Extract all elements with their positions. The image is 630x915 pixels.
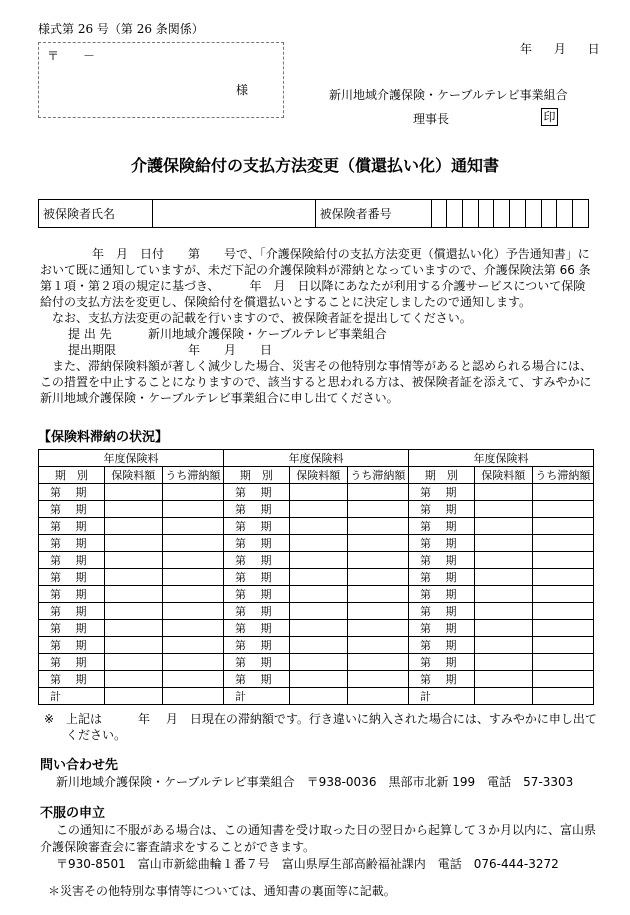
body-paragraph3-line1: また、滞納保険料額が著しく減少した場合、災害その他特別な事情等があると認められる場合には、: [52, 359, 593, 373]
date-line: 年 月 日: [520, 42, 602, 56]
term-cell: 第 期: [224, 671, 290, 688]
amount-cell[interactable]: [104, 501, 162, 518]
unpaid-cell[interactable]: [532, 620, 593, 637]
table-row: [409, 501, 594, 518]
term-cell: 第 期: [409, 620, 475, 637]
table-row: [39, 518, 224, 535]
amount-cell[interactable]: [289, 603, 347, 620]
amount-cell[interactable]: [104, 620, 162, 637]
insured-number-digit[interactable]: [431, 200, 447, 228]
table-row: [409, 518, 594, 535]
term-cell: 第 期: [409, 552, 475, 569]
table-row: [409, 637, 594, 654]
unpaid-cell[interactable]: [162, 671, 223, 688]
body-paragraph1-line3: 第１項・第２項の規定に基づき、 年 月 日以降にあなたが利用する介護サービスについて保険: [40, 279, 586, 293]
body-paragraph1-line4: 給付の支払方法を変更し、保険給付を償還払いとすることに決定しましたので通知します。: [40, 295, 532, 309]
table-row: [409, 620, 594, 637]
amount-cell[interactable]: [474, 586, 532, 603]
insured-number-label: 被保険者番号: [315, 200, 431, 228]
table-row: [224, 671, 409, 688]
term-cell: 第 期: [409, 637, 475, 654]
honorific: 様: [236, 83, 249, 97]
table-row: [39, 484, 224, 501]
table-row: [39, 535, 224, 552]
table-row: [409, 586, 594, 603]
table-row: [39, 569, 224, 586]
term-cell: 第 期: [409, 654, 475, 671]
term-cell: 第 期: [39, 637, 105, 654]
table-row: [409, 552, 594, 569]
amount-cell[interactable]: [289, 501, 347, 518]
amount-cell[interactable]: [289, 654, 347, 671]
unpaid-cell[interactable]: [162, 518, 223, 535]
deadline-value: 年 月 日: [188, 343, 273, 357]
table-row: [39, 603, 224, 620]
unpaid-cell[interactable]: [162, 501, 223, 518]
unpaid-cell[interactable]: [347, 552, 408, 569]
unpaid-cell[interactable]: [532, 535, 593, 552]
total-row: [39, 688, 224, 705]
body-paragraph3-line3: 新川地域介護保険・ケーブルテレビ事業組合に申し出てください。: [40, 391, 399, 405]
amount-cell[interactable]: [474, 603, 532, 620]
amount-cell[interactable]: [104, 518, 162, 535]
unpaid-cell[interactable]: [347, 484, 408, 501]
amount-cell[interactable]: [289, 637, 347, 654]
term-cell: 第 期: [39, 586, 105, 603]
table-row: [39, 586, 224, 603]
term-cell: 第 期: [224, 603, 290, 620]
term-cell: 第 期: [39, 501, 105, 518]
amount-cell[interactable]: [104, 603, 162, 620]
amount-cell[interactable]: [104, 569, 162, 586]
term-cell: 第 期: [39, 671, 105, 688]
insured-number-digit[interactable]: [510, 200, 526, 228]
table-row: [39, 671, 224, 688]
appeal-line3: 〒930-8501 富山市新総曲輪１番７号 富山県厚生部高齢福祉課内 電話 076-444-3272: [56, 857, 559, 871]
amount-cell[interactable]: [474, 535, 532, 552]
insured-number-digit[interactable]: [447, 200, 463, 228]
amount-cell[interactable]: [474, 552, 532, 569]
unpaid-cell[interactable]: [347, 637, 408, 654]
term-cell: 第 期: [224, 501, 290, 518]
term-cell: 第 期: [224, 484, 290, 501]
amount-cell[interactable]: [289, 552, 347, 569]
amount-cell[interactable]: [104, 552, 162, 569]
unpaid-cell[interactable]: [347, 603, 408, 620]
table-row: [224, 501, 409, 518]
total-unpaid-cell[interactable]: [347, 688, 408, 705]
amount-header: 保険料額: [104, 467, 162, 484]
sender-title: 理事長: [413, 112, 450, 126]
unpaid-cell[interactable]: [347, 620, 408, 637]
term-cell: 第 期: [39, 603, 105, 620]
table-row: [409, 654, 594, 671]
table-row: [224, 535, 409, 552]
table-row: [409, 569, 594, 586]
table-row: [224, 654, 409, 671]
unpaid-header: うち滞納額: [162, 467, 223, 484]
amount-cell[interactable]: [474, 637, 532, 654]
insured-number-digit[interactable]: [478, 200, 494, 228]
document-title: 介護保険給付の支払方法変更（償還払い化）通知書: [130, 156, 499, 175]
term-cell: 第 期: [39, 535, 105, 552]
unpaid-cell[interactable]: [162, 586, 223, 603]
unpaid-cell[interactable]: [162, 620, 223, 637]
term-cell: 第 期: [39, 484, 105, 501]
insured-number-digit[interactable]: [494, 200, 510, 228]
table-row: [224, 569, 409, 586]
term-cell: 第 期: [39, 620, 105, 637]
total-unpaid-cell[interactable]: [162, 688, 223, 705]
insured-name-field[interactable]: [152, 200, 315, 228]
amount-cell[interactable]: [289, 484, 347, 501]
amount-cell[interactable]: [474, 501, 532, 518]
insured-number-digit[interactable]: [462, 200, 478, 228]
unpaid-cell[interactable]: [347, 671, 408, 688]
sender-organization: 新川地域介護保険・ケーブルテレビ事業組合: [329, 88, 568, 102]
unpaid-cell[interactable]: [162, 484, 223, 501]
arrears-table: [38, 449, 224, 705]
term-cell: 第 期: [224, 654, 290, 671]
form-number: 様式第 26 号（第 26 条関係）: [38, 22, 204, 36]
total-label: 計: [224, 688, 290, 705]
insured-number-digit[interactable]: [557, 200, 573, 228]
table-row: [224, 637, 409, 654]
total-unpaid-cell[interactable]: [532, 688, 593, 705]
unpaid-cell[interactable]: [347, 501, 408, 518]
term-cell: 第 期: [409, 603, 475, 620]
total-label: 計: [409, 688, 475, 705]
term-cell: 第 期: [409, 586, 475, 603]
table-row: [224, 586, 409, 603]
total-row: [409, 688, 594, 705]
table-row: [39, 654, 224, 671]
amount-header: 保険料額: [289, 467, 347, 484]
table-row: [409, 671, 594, 688]
postal-mark: 〒 －: [47, 49, 96, 63]
amount-cell[interactable]: [104, 671, 162, 688]
unpaid-cell[interactable]: [532, 671, 593, 688]
fiscal-year-header: 年度保険料: [39, 450, 224, 467]
appeal-line1: この通知に不服がある場合は、この通知書を受け取った日の翌日から起算して３か月以内に、富山県: [56, 823, 597, 837]
term-cell: 第 期: [39, 654, 105, 671]
term-cell: 第 期: [409, 501, 475, 518]
term-cell: 第 期: [409, 535, 475, 552]
fiscal-year-header: 年度保険料: [224, 450, 409, 467]
footnote: ＊災害その他特別な事情等については、通知書の裏面等に記載。: [48, 884, 396, 898]
table-row: [224, 603, 409, 620]
unpaid-cell[interactable]: [347, 569, 408, 586]
table-row: [224, 484, 409, 501]
arrears-table: [223, 449, 409, 705]
amount-cell[interactable]: [289, 620, 347, 637]
insured-number-digit[interactable]: [573, 200, 589, 228]
table-row: [39, 501, 224, 518]
table-row: [39, 637, 224, 654]
unpaid-cell[interactable]: [162, 603, 223, 620]
amount-header: 保険料額: [474, 467, 532, 484]
total-row: [224, 688, 409, 705]
term-cell: 第 期: [409, 484, 475, 501]
insured-number-digit[interactable]: [525, 200, 541, 228]
term-cell: 第 期: [39, 552, 105, 569]
amount-cell[interactable]: [474, 620, 532, 637]
insured-name-label: 被保険者氏名: [39, 200, 153, 228]
unpaid-cell[interactable]: [162, 535, 223, 552]
note-line2: ください。: [66, 728, 127, 742]
term-header: 期 別: [39, 467, 105, 484]
unpaid-cell[interactable]: [162, 654, 223, 671]
table-row: [409, 603, 594, 620]
table-row: [39, 620, 224, 637]
body-paragraph3-line2: この措置を中止することになりますので、該当すると思われる方は、被保険者証を添えて、すみやかに: [40, 375, 592, 389]
unpaid-cell[interactable]: [162, 637, 223, 654]
total-amount-cell[interactable]: [474, 688, 532, 705]
unpaid-cell[interactable]: [532, 637, 593, 654]
amount-cell[interactable]: [474, 569, 532, 586]
term-cell: 第 期: [224, 586, 290, 603]
unpaid-cell[interactable]: [532, 654, 593, 671]
unpaid-cell[interactable]: [532, 603, 593, 620]
amount-cell[interactable]: [289, 535, 347, 552]
amount-cell[interactable]: [104, 637, 162, 654]
term-cell: 第 期: [224, 535, 290, 552]
table-row: [224, 552, 409, 569]
unpaid-cell[interactable]: [532, 552, 593, 569]
unpaid-header: うち滞納額: [347, 467, 408, 484]
appeal-line2: 介護保険審査会に審査請求をすることができます。: [40, 840, 316, 854]
deadline-label: 提出期限: [68, 343, 117, 357]
unpaid-cell[interactable]: [532, 569, 593, 586]
arrears-table: [408, 449, 594, 705]
term-cell: 第 期: [224, 569, 290, 586]
table-row: [224, 620, 409, 637]
term-cell: 第 期: [224, 620, 290, 637]
term-header: 期 別: [224, 467, 290, 484]
term-cell: 第 期: [409, 671, 475, 688]
amount-cell[interactable]: [474, 484, 532, 501]
body-paragraph2: なお、支払方法変更の記載を行いますので、被保険者証を提出してください。: [52, 311, 472, 325]
address-box: [38, 42, 284, 118]
amount-cell[interactable]: [289, 518, 347, 535]
unpaid-cell[interactable]: [347, 586, 408, 603]
amount-cell[interactable]: [104, 654, 162, 671]
table-row: [39, 552, 224, 569]
term-cell: 第 期: [224, 637, 290, 654]
amount-cell[interactable]: [104, 535, 162, 552]
amount-cell[interactable]: [289, 586, 347, 603]
table-row: [409, 484, 594, 501]
insured-number-digit[interactable]: [541, 200, 557, 228]
unpaid-header: うち滞納額: [532, 467, 593, 484]
note-line1: ※ 上記は 年 月 日現在の滞納額です。行き違いに納入された場合には、すみやかに申し出て: [44, 712, 597, 726]
body-paragraph1-line2: おいて既に通知していますが、未だ下記の介護保険料が滞納となっていますので、介護保険法第 66 条: [40, 263, 591, 277]
term-cell: 第 期: [39, 569, 105, 586]
unpaid-cell[interactable]: [532, 484, 593, 501]
amount-cell[interactable]: [104, 586, 162, 603]
unpaid-cell[interactable]: [347, 535, 408, 552]
total-label: 計: [39, 688, 105, 705]
unpaid-cell[interactable]: [532, 518, 593, 535]
term-cell: 第 期: [224, 518, 290, 535]
term-cell: 第 期: [224, 552, 290, 569]
submit-to-value: 新川地域介護保険・ケーブルテレビ事業組合: [148, 327, 387, 341]
unpaid-cell[interactable]: [532, 501, 593, 518]
submit-to-label: 提 出 先: [68, 327, 112, 341]
total-amount-cell[interactable]: [104, 688, 162, 705]
term-cell: 第 期: [39, 518, 105, 535]
term-cell: 第 期: [409, 569, 475, 586]
amount-cell[interactable]: [104, 484, 162, 501]
table-row: [224, 518, 409, 535]
body-paragraph1-line1: 年 月 日付 第 号で、「介護保険給付の支払方法変更（償還払い化）予告通知書」に: [92, 247, 590, 261]
amount-cell[interactable]: [474, 518, 532, 535]
amount-cell[interactable]: [289, 569, 347, 586]
unpaid-cell[interactable]: [347, 654, 408, 671]
seal-mark: 印: [541, 108, 558, 126]
unpaid-cell[interactable]: [347, 518, 408, 535]
term-header: 期 別: [409, 467, 475, 484]
appeal-heading: 不服の申立: [40, 806, 106, 821]
contact-line: 新川地域介護保険・ケーブルテレビ事業組合 〒938-0036 黒部市北新 199 電話 57-3303: [56, 775, 574, 789]
unpaid-cell[interactable]: [162, 569, 223, 586]
amount-cell[interactable]: [289, 671, 347, 688]
amount-cell[interactable]: [474, 671, 532, 688]
amount-cell[interactable]: [474, 654, 532, 671]
unpaid-cell[interactable]: [162, 552, 223, 569]
term-cell: 第 期: [409, 518, 475, 535]
contact-heading: 問い合わせ先: [40, 758, 119, 773]
fiscal-year-header: 年度保険料: [409, 450, 594, 467]
table-row: [409, 535, 594, 552]
insured-info-table: [38, 199, 589, 228]
arrears-heading: 【保険料滞納の状況】: [38, 430, 169, 445]
unpaid-cell[interactable]: [532, 586, 593, 603]
total-amount-cell[interactable]: [289, 688, 347, 705]
